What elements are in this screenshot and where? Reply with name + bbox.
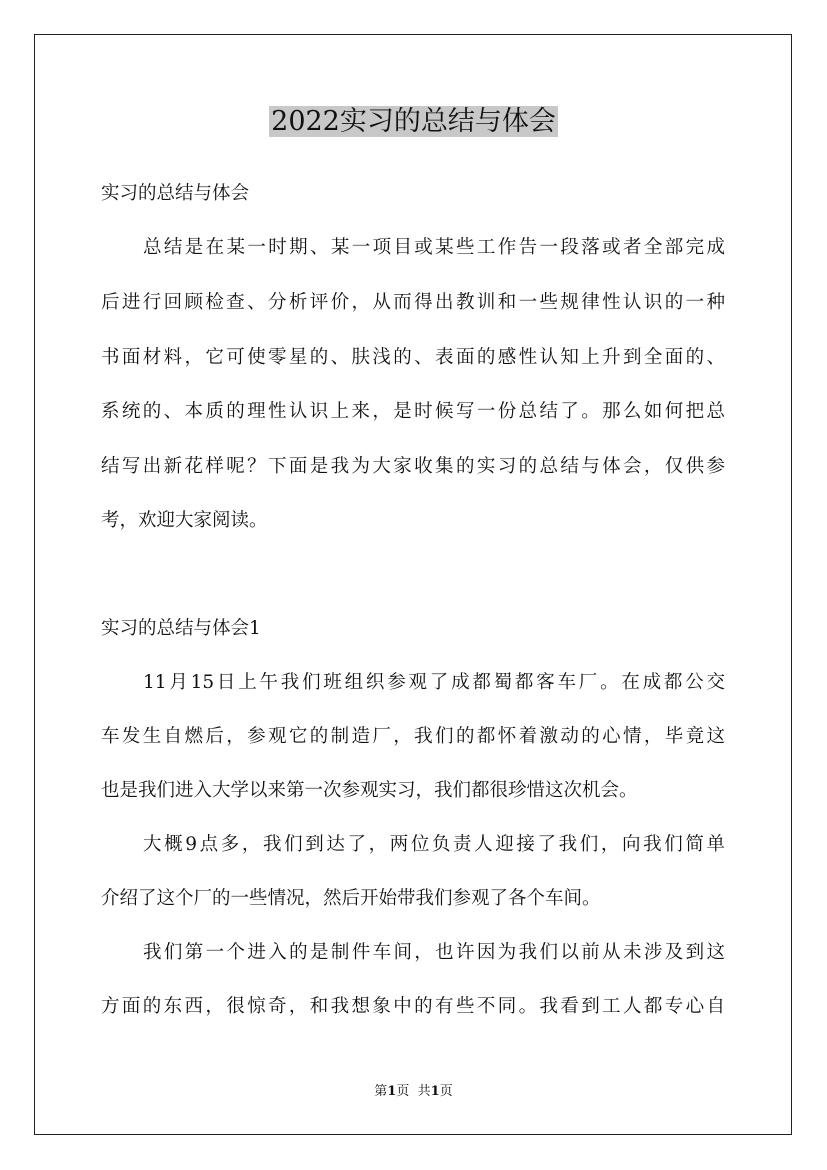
footer-total-number: 1 xyxy=(430,1084,440,1099)
footer-page-suffix: 页 xyxy=(396,1084,410,1099)
footer-page-prefix: 第 xyxy=(374,1084,388,1099)
footer-total-suffix: 页 xyxy=(439,1084,453,1099)
footer-page-number: 1 xyxy=(387,1084,397,1099)
intro-line-1: 总结是在某一时期、某一项目或某些工作告一段落或者全部完成 xyxy=(143,237,725,258)
intro-line-5: 结写出新花样呢？下面是我为大家收集的实习的总结与体会，仅供参 xyxy=(101,456,725,477)
intro-line-3: 书面材料，它可使零星的、肤浅的、表面的感性认知上升到全面的、 xyxy=(101,347,725,368)
para3-line-2: 方面的东西，很惊奇，和我想象中的有些不同。我看到工人都专心自 xyxy=(101,996,725,1017)
section-heading-1: 实习的总结与体会1 xyxy=(101,618,261,639)
para1-line-1: 11月15日上午我们班组织参观了成都蜀都客车厂。在成都公交 xyxy=(143,672,725,693)
para1-line-3: 也是我们进入大学以来第一次参观实习，我们都很珍惜这次机会。 xyxy=(101,780,638,801)
para2-line-1: 大概9点多，我们到达了，两位负责人迎接了我们，向我们简单 xyxy=(143,834,725,855)
footer-total-prefix: 共 xyxy=(417,1084,431,1099)
subtitle: 实习的总结与体会 xyxy=(101,183,250,204)
para2-line-2: 介绍了这个厂的一些情况，然后开始带我们参观了各个车间。 xyxy=(101,888,601,909)
para3-line-1: 我们第一个进入的是制件车间，也许因为我们以前从未涉及到这 xyxy=(143,942,725,963)
page-footer xyxy=(0,1083,827,1101)
document-title-text: 2022实习的总结与体会 xyxy=(271,106,556,137)
intro-line-4: 系统的、本质的理性认识上来，是时候写一份总结了。那么如何把总 xyxy=(101,401,725,422)
document-title xyxy=(0,102,827,142)
intro-line-2: 后进行回顾检查、分析评价，从而得出教训和一些规律性认识的一种 xyxy=(101,292,725,313)
para1-line-2: 车发生自燃后，参观它的制造厂，我们的都怀着激动的心情，毕竟这 xyxy=(101,726,725,747)
intro-line-6: 考，欢迎大家阅读。 xyxy=(101,510,268,531)
